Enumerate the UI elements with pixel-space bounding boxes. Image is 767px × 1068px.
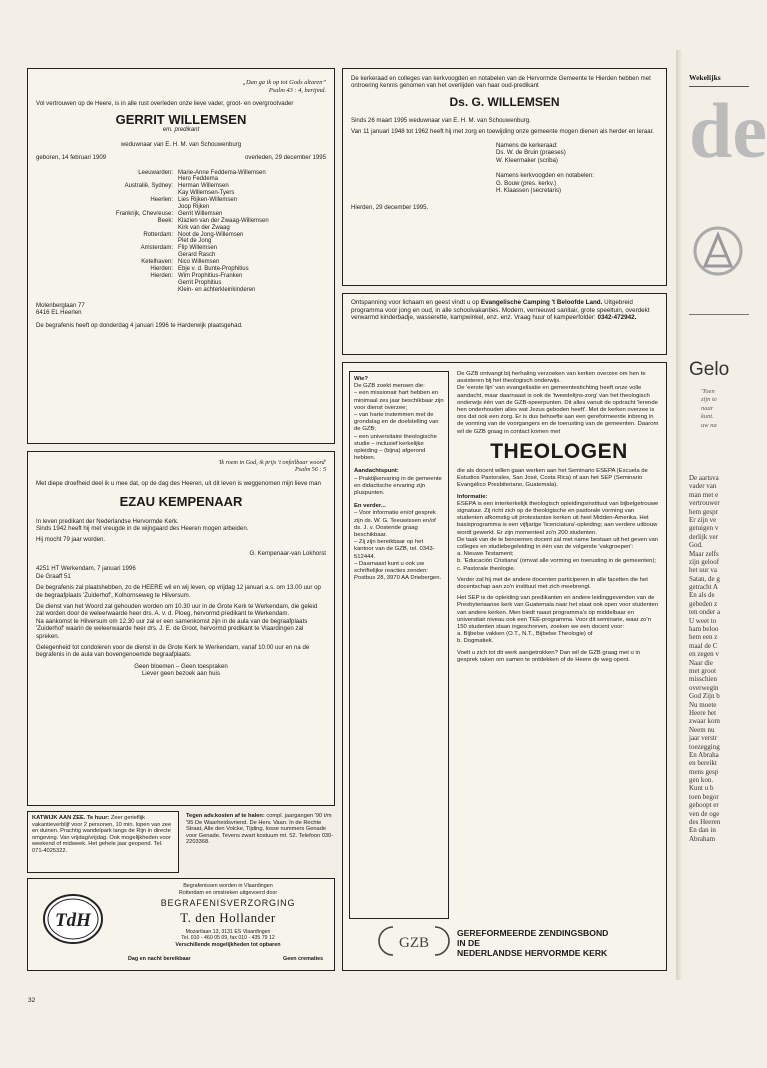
next-page-line: En Abraha	[689, 750, 719, 759]
next-page-quote: 'Toen zijn te naar kunt. uw na	[701, 388, 717, 429]
notice-quote: „Dan ga ik op tot Gods altaren”	[242, 79, 326, 86]
funeral-note: Verschillende mogelijkheden tot opbaren	[175, 942, 281, 948]
next-page-line: hem een z	[689, 633, 718, 642]
next-page-line: En als de	[689, 591, 715, 600]
next-page-line: en bereikt	[689, 759, 717, 768]
next-page-line: vertrouwer	[689, 499, 720, 508]
next-page-line: misschien	[689, 675, 717, 684]
funeral-address: Mozartlaan 13, 3131 ES Vlaardingen Tel. 010 - 460 05 09, fax 010 - 435 79 12	[181, 929, 275, 942]
sale-text: compl. jaargangen '90 t/m '95 De Waarheidsvriend. De Herv. Vaan. In de Rechte Straat, Alle den Volcke, Tijding, losse nummers Genade voor Genade. Tevens zwart kostuum mt. 52. Telefoon 030-2203368.	[186, 813, 334, 846]
next-page-line: De aartsva	[689, 474, 719, 482]
deceased-name: GERRIT WILLEMSEN	[115, 112, 247, 128]
gzb-aandacht-head: Aandachtspunt:	[354, 468, 399, 475]
camping-phone: 0342-472942.	[597, 314, 637, 322]
birth-date: geboren, 14 februari 1909	[36, 154, 107, 162]
relative-row	[86, 232, 269, 246]
steward-signatures: Namens kerkvoogden en notabelen: G. Bouw (pres. kerkv.) H. Klaassen (secretaris)	[496, 172, 594, 194]
kempenaar-notice	[27, 451, 335, 806]
relative-place: Amsterdam:	[140, 245, 173, 252]
gzb-verder: – Voor informatie en/of gesprek zijn ds. W. G. Teeuwissen en/of ds. J. v. Oostende graag beschikbaar. – Zij zijn bereikbaar op het kantoor van de GZB, tel. 0343-512444. – Daarnaast kunt u ook uw schriftelijke reacties zenden: Postbus 28, 3970 AA Driebergen.	[354, 510, 442, 582]
council-place-date: Hierden, 29 december 1995.	[351, 204, 429, 212]
gzb-logo-text: GZB	[399, 935, 429, 951]
next-page-line: man met e	[689, 490, 719, 499]
kempenaar-closing: Geen bloemen – Geen toespraken Liever geen bezoek aan huis	[134, 662, 228, 678]
council-signatures: Namens de kerkeraad: Ds. W. de Bruin (praeses) W. Kleermaker (scriba)	[496, 141, 566, 164]
next-page-line: ten onder a	[689, 608, 721, 617]
relative-names: Nico Willemsen	[178, 259, 220, 266]
camping-name: Evangelische Camping 't Beloofde Land.	[480, 299, 603, 306]
next-page	[683, 50, 767, 980]
relative-row	[86, 218, 269, 232]
gzb-recruitment-ad	[342, 362, 667, 971]
gzb-p-end: Voelt u zich tot dit werk aangetrokken? Dan wil de GZB graag met u in gesprek raken om samen te ontdekken of de Heere de weg opent.	[457, 649, 641, 663]
next-page-line: maal de C	[689, 641, 718, 650]
funeral-info: De begrafenis heeft op donderdag 4 januari 1996 te Harderwijk plaatsgehad.	[36, 322, 243, 330]
church-council-notice	[342, 68, 667, 286]
next-page-line: het uur va	[689, 566, 717, 575]
kempenaar-quote: 'Ik roem in God, ik prijs 't onfeilbaar woord'	[218, 460, 326, 466]
next-page-line: God.	[689, 541, 703, 550]
next-page-body	[689, 474, 720, 843]
relative-row	[86, 211, 269, 218]
relative-place: Rotterdam:	[143, 231, 173, 238]
gzb-main-column	[457, 371, 661, 919]
relative-names: Noot de Jong-Willemsen Piet de Jong	[178, 231, 244, 245]
family-address: Molenberglaan 77 6416 EL Heerlen	[36, 301, 85, 316]
next-page-line: hem gespr	[689, 507, 718, 516]
relative-row	[86, 170, 269, 184]
camping-ad	[342, 293, 667, 355]
next-page-line: Neem nu	[689, 725, 715, 734]
gzb-p-sep: Het SEP is de opleiding van predikanten en andere leidinggevenden van de Presbyteriaanse kerk van Guatemala naar het staat ook open voor studenten van andere kerken. Men biedt naast programma's op middelbaar en universitair niveau ook een TEE-programma. Voor dit seminarie, waar zo'n 150 studenten staan ingeschreven, zoeken we een docent voor: a. Bijbelse vakken (O.T., N.T., Bijbelse Theologie) of b. Dogmatiek.	[457, 595, 659, 645]
next-page-line: gen kon.	[689, 776, 714, 785]
funeral-no-cremation: Geen crematies	[283, 956, 324, 962]
willemsen-family-notice	[27, 68, 335, 444]
relative-row	[86, 183, 269, 197]
page-number: 32	[28, 997, 36, 1004]
next-page-line: ham beloo	[689, 625, 719, 634]
kempenaar-funeral: De begrafenis zal plaatshebben, zo de HEERE wil en wij leven, op vrijdag 12 januari a.s. om 13.00 uur op de begraafplaats 'Zuiderhof', Kolhornseweg te Hilversum.	[36, 584, 321, 599]
next-page-line: mens gesp	[689, 767, 719, 776]
kempenaar-service: De dienst van het Woord zal gehouden worden om 10.30 uur in de Grote Kerk te Werkendam, die geleid zal worden door de weleerwaarde heer drs. A. v. d. Ploeg, hervormd predikant te Werkendam. Na aankomst te Hilversum om 12.30 uur zal er een samenkomst zijn in de aula van de begraafplaats 'Zuiderhof' waarin de weleerwaarde heer drs. J. E. de Groot, hervormd predikant te Vlaardingen zal spreken.	[36, 602, 318, 640]
gzb-wie-head: Wie?	[354, 376, 369, 382]
next-page-line: getracht A	[689, 583, 718, 592]
gzb-p-verder: Verder zal hij met de andere docenten participeren in alle facetten die het docentschap aan zo'n instituut met zich meebrengt.	[457, 576, 648, 590]
next-page-line: Er zijn ve	[689, 515, 717, 524]
widower-line: weduwnaar van E. H. M. van Schouwenburg	[120, 140, 242, 148]
kempenaar-name: EZAU KEMPENAAR	[119, 494, 243, 510]
relative-row	[86, 273, 269, 294]
relative-names: Wim Prophitius-Franken Gerrit Prophitius Klein- en achterkleinkinderen	[178, 272, 256, 293]
relative-place: Hierden:	[150, 265, 173, 272]
next-page-line: gebeden z	[689, 599, 718, 608]
next-page-line: ven de oge	[689, 809, 720, 818]
death-date: overleden, 29 december 1995	[245, 154, 326, 162]
katwijk-head: KATWIJK AAN ZEE. Te huur:	[32, 815, 110, 821]
next-page-heading: Gelo	[689, 359, 730, 380]
relative-place: Hierden:	[150, 272, 173, 279]
funeral-director-ad	[27, 878, 335, 971]
next-page-line: derlijk ver	[689, 532, 718, 541]
deceased-title: em. predikant	[162, 127, 200, 134]
gzb-logo	[379, 923, 449, 959]
page-gutter	[676, 50, 682, 980]
sale-head: Tegen adv.kosten af te halen:	[186, 813, 265, 819]
relative-names: Gerrit Willemsen	[178, 210, 223, 217]
next-page-line: en zegen v	[689, 650, 719, 659]
gzb-verder-head: En verder...	[354, 503, 386, 510]
council-line-1: Sinds 26 maart 1995 weduwnaar van E. H. M. van Schouwenburg.	[351, 117, 531, 125]
kempenaar-widow: G. Kempenaar-van Lokhorst	[249, 549, 326, 557]
next-page-line: getuigen v	[689, 524, 719, 533]
next-page-line: Nu moete	[689, 700, 717, 709]
next-page-line: zijn geloof	[689, 557, 720, 566]
relative-row	[86, 259, 269, 266]
gzb-intro: De GZB ontvangt bij herhaling verzoeken van kerken overzee om hen te assisteren bij het theologisch onderwijs. De 'eerste lijn' van evangelisatie en gemeentestichting heeft onze volle aandacht, maar daarnaast is ook de 'tweedelijns-zorg' van het theologisch onderwijs één van de GZB-speerpunten. Dit alles vanuit de opdracht 'lerende hen onderhouden alles wat Jezus geboden heeft'. Met de kerken overzee is ons dat ook een zorg. Er is dus behoefte aan een gereformeerde inbreng in de vorming van de voorgangers en de toerusting van de gemeenten. Daarom wil de GZB graag in contact komen met	[457, 371, 659, 435]
kempenaar-condolence: Gelegenheid tot condoleren voor de dienst in de Grote Kerk te Werkendam, vanaf 10.00 uur en na de begrafenis in de aula van bovengenoemde begraafplaats.	[36, 644, 310, 659]
relative-place: Australië, Sydney:	[124, 183, 173, 190]
relative-names: Klazien van der Zwaag-Willemsen Kirk van der Zwaag	[178, 217, 269, 231]
next-page-line: Maar zelfs	[689, 549, 719, 558]
next-page-line: gehoopt er	[689, 801, 719, 810]
katwijk-ad	[27, 811, 179, 873]
relative-names: Herman Willemsen Kay Willemsen-Tyers	[178, 183, 235, 197]
relative-place: Ketelhaven:	[141, 259, 173, 266]
gzb-aandacht: – Praktijkervaring in de gemeente en didactische ervaring zijn pluspunten.	[354, 475, 442, 497]
council-intro: De kerkeraad en colleges van kerkvoogden en notabelen van de Hervormde Gemeente te Hierden hebben met ontroering kennis genomen van het overlijden van haar oud-predikant	[351, 75, 651, 90]
next-page-line: vader van	[689, 482, 717, 491]
kempenaar-age: Hij mocht 79 jaar worden.	[36, 536, 106, 544]
kempenaar-quote-ref: Psalm 56 : 5	[295, 467, 326, 474]
gzb-org-name: GEREFORMEERDE ZENDINGSBOND IN DE NEDERLANDSE HERVORMDE KERK	[457, 928, 609, 958]
gzb-info-head: Informatie:	[457, 493, 488, 500]
gzb-sidebar	[349, 371, 449, 919]
relative-place: Frankrijk, Chevreuse:	[115, 210, 173, 217]
relative-place: Leeuwarden:	[138, 169, 173, 176]
next-page-line: U weet to	[689, 616, 717, 625]
gzb-info: ESEPA is een interkerkelijk theologisch opleidingsinstituut van bijbelgetrouwe signatuur. Zij richt zich op de theologische en pastorale vorming van studenten afkomstig uit protestantse kerken uit heel Midden-Amerika. Het basisprogramma is een vijfjarige 'licenciatura'-opleiding; aan verdere uitbouw wordt gewerkt. Er zijn momenteel zo'n 200 studenten. De taak van de te benoemen docent zal met name bestaan uit het geven van colleges en studiebegeleiding in één van de volgende 'vakgroepen': a. Nieuwe Testament; b. 'Educación Cristiana' (omvat alle vorming en toerusting in de gemeenten); c. Pastorale theologie.	[457, 500, 659, 572]
relatives-table	[86, 170, 269, 294]
gzb-wie: De GZB zoekt mensen die: – een missionair hart hebben en minimaal zes jaar beschikbaar zijn voor dienst overzee; – van harte instemmen met de grondslag en de doelstelling van de GZB; – een universitaire theologische studie – inclusief kerkelijke opleiding – (bijna) afgerond hebben.	[354, 383, 444, 462]
relative-place: Beek:	[157, 217, 173, 224]
next-page-line: overwegin	[689, 683, 719, 692]
sale-ad	[186, 813, 336, 873]
reverend-name: Ds. G. WILLEMSEN	[449, 94, 560, 109]
next-page-masthead: de	[689, 87, 767, 174]
kempenaar-intro: Met diepe droefheid deel ik u mee dat, op de dag des Heeren, uit dit leven is weggenomen mijn lieve man	[36, 479, 321, 487]
relative-names: Ebje v. d. Bunte-Prophitius	[178, 265, 249, 272]
next-page-line: Kunt u b	[689, 784, 714, 793]
funeral-owner: T. den Hollander	[180, 910, 276, 925]
camping-text-a: Ontspanning voor lichaam en geest vindt u op	[351, 299, 481, 306]
relative-names: Flip Willemsen Gerard Rasch	[178, 245, 218, 259]
relative-names: Lies Rijken-Willemsen Joop Rijken	[178, 197, 238, 210]
next-page-line: jaar verstr	[689, 734, 718, 743]
camping-text-c: Uitgebreid programma voor jong en oud, in alle schoolvakanties. Modern, vernieuwd sanitair, grote speeltuin, overdekt verwarmd kinderbadje, wasserette, kampwinkel, enz. enz. Vraag huur of kampeerfolder:	[351, 299, 650, 322]
next-page-rule-2	[689, 314, 749, 315]
notice-quote-ref: Psalm 43 : 4, berijmd.	[268, 86, 326, 94]
next-page-line: Heere het	[689, 708, 717, 717]
council-line-2: Van 11 januari 1948 tot 1962 heeft hij met zorg en toewijding onze gemeente mogen dienen als herder en leraar.	[351, 128, 654, 136]
gzb-after-title: die als docent willen gaan werken aan het Seminario ESEPA (Escuela de Estudios Pastorales, San José, Costa Rica) of aan het SEP (Seminario Evangélico Presbiteriano, Guatemala).	[457, 467, 648, 489]
relative-row	[86, 245, 269, 259]
funeral-company: BEGRAFENISVERZORGING	[160, 898, 296, 908]
next-page-line: God Zijn b	[689, 692, 720, 701]
katwijk-text: Zeer gerieflijk vakantieverblijf voor 2 personen, 10 min. lopen van zee en duinen. Prachtig wandelpark langs de Rijn in directe omgeving. Van vrijdag/vrijdag. Ook mogelijkheden voor weekend of midweek. Het gehele jaar geopend. Tel. 071-4025322.	[32, 815, 172, 854]
relative-row	[86, 266, 269, 273]
next-page-header: Wekelijks	[689, 73, 721, 82]
next-page-line: des Heeren	[689, 818, 721, 827]
next-page-line: Naar die	[689, 658, 713, 667]
funeral-ad-top: Begrafenissen worden in Vlaardingen Rotterdam en omstreken uitgevoerd door	[178, 883, 278, 896]
next-page-line: En dan in	[689, 826, 716, 835]
next-page-line: Satan, de g	[689, 574, 720, 583]
relative-row	[86, 197, 269, 211]
funeral-day-night: Dag en nacht bereikbaar	[128, 956, 191, 962]
next-page-emblem-icon	[693, 226, 743, 276]
notice-intro: Vol vertrouwen op de Heere, is in alle rust overleden onze lieve vader, groot- en overgrootvader	[36, 99, 294, 107]
kempenaar-bio: In leven predikant der Nederlandse Hervormde Kerk. Sinds 1942 heeft hij met vreugde in de wijngaard des Heeren mogen arbeiden.	[36, 517, 249, 532]
tdh-monogram-logo	[42, 893, 104, 945]
relative-place: Heerlen:	[150, 197, 173, 204]
next-page-line: Abraham	[689, 834, 716, 843]
next-page-line: toen begor	[689, 792, 719, 801]
next-page-line: zwaar kom	[689, 717, 720, 726]
kempenaar-address: 4251 HT Werkendam, 7 januari 1996 De Graaff 51	[36, 565, 136, 580]
next-page-line: met groot	[689, 666, 717, 675]
gzb-big-title: THEOLOGEN	[490, 439, 628, 463]
relative-names: Marie-Anne Feddema-Willemsen Hero Feddema	[178, 169, 266, 183]
monogram-text: TdH	[55, 910, 91, 931]
next-page-line: toezegging	[689, 742, 720, 751]
